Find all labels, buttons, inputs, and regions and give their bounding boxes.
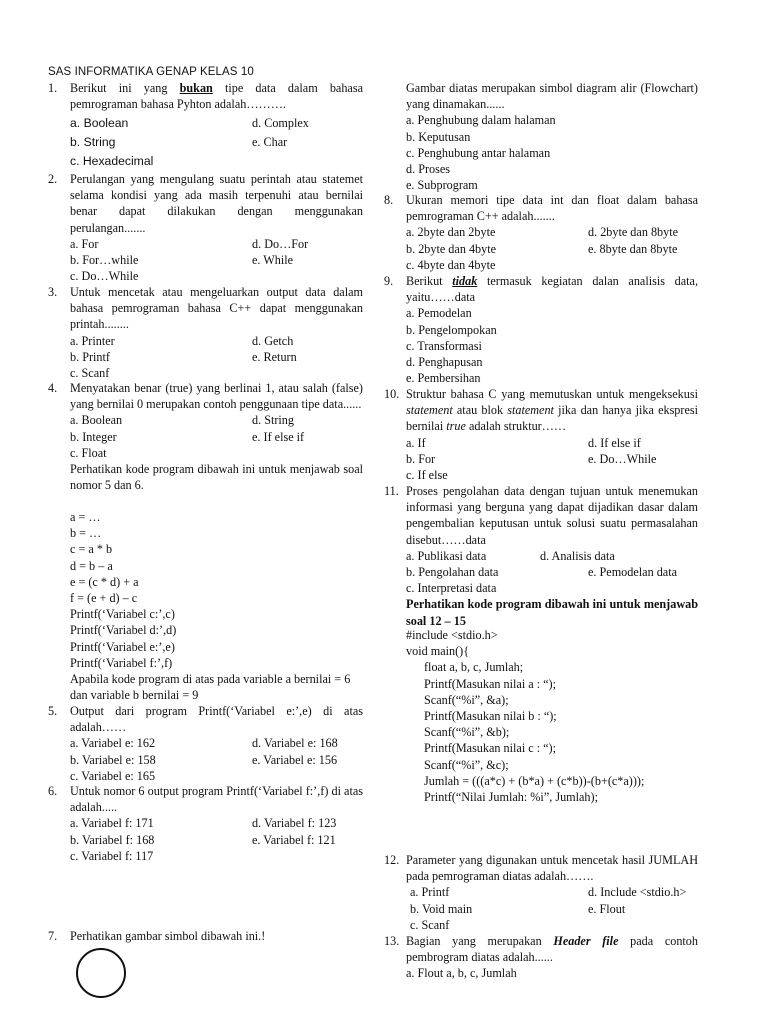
option-row: c. Penghubung antar halaman xyxy=(406,145,551,160)
option-row: a. Variabel e: 162 d. Variabel e: 168 xyxy=(70,736,338,751)
option-row: b. Printf e. Return xyxy=(70,349,297,364)
question-7: 7. Perhatikan gambar simbol dibawah ini.! xyxy=(48,929,266,943)
option-row: a. Boolean d. Complex xyxy=(70,116,309,131)
question-10: 10. Struktur bahasa C yang memutuskan untuk mengeksekusi statement atau blok statement jika dan hanya jika ekspresi bernilai true adalah struktur…… a. If d. If else if b. For e. Do…While c. If else xyxy=(384,387,699,482)
option-row: a. 2byte dan 2byte d. 2byte dan 8byte xyxy=(406,225,679,240)
option-row: a. Printer d. Getch xyxy=(70,333,294,348)
document-title: SAS INFORMATIKA GENAP KELAS 10 xyxy=(48,66,254,78)
option-row: c. Transformasi xyxy=(406,338,482,353)
question-13: 13. Bagian yang merupakan Header file pada contoh pembrogram diatas adalah...... a. Flout a, b, c, Jumlah xyxy=(384,934,698,981)
question-5: 5. Output dari program Printf(‘Variabel e:’,e) di atas adalah…… a. Variabel e: 162 d. Variabel e: 168 b. Variabel e: 158 e. Variabel e: 156 c. Variabel e: 165 xyxy=(48,704,363,783)
question-2: 2. Perulangan yang mengulang suatu perintah atau statemet selama kondisi yang ada masih terpenuhi atau bernilai benar dapat dilakukan dengan menggunakan perulangan....... a. For d. Do…For b. For…while e. While c. Do…While xyxy=(48,172,363,284)
option-row: a. Variabel f: 171 d. Variabel f: 123 xyxy=(70,816,337,831)
question-8: 8. Ukuran memori tipe data int dan float dalam bahasa pemrograman C++ adalah....... a. 2byte dan 2byte d. 2byte dan 8byte b. 2byte dan 4byte e. 8byte dan 8byte c. 4byte dan 4byte xyxy=(384,193,698,272)
question-11: 11. Proses pengolahan data dengan tujuan untuk menemukan informasi yang berguna yang dapat dijadikan dasar dalam pengembalian keputusan untuk solusi suatu permasalahan disebut……data a. Publikasi data d. Analisis data b. Pengolahan data e. Pemodelan data c. Interpretasi data Perhatikan kode program dibawah ini untuk menjawab soal 12 – 15 xyxy=(384,484,698,628)
intro-5-6: Perhatikan kode program dibawah ini untuk menjawab soal nomor 5 dan 6. xyxy=(70,461,363,493)
flowchart-connector-circle-icon xyxy=(76,948,126,998)
option-row: a. If d. If else if xyxy=(406,435,641,450)
option-row: a. Penghubung dalam halaman xyxy=(406,113,556,128)
option-row: b. 2byte dan 4byte e. 8byte dan 8byte xyxy=(406,241,678,256)
option-row: b. For…while e. While xyxy=(70,253,294,267)
intro-12-15: Perhatikan kode program dibawah ini untuk menjawab soal 12 – 15 xyxy=(406,597,698,628)
option-row: c. Hexadecimal xyxy=(70,154,154,169)
option-row: e. Pembersihan xyxy=(406,371,481,386)
question-3: 3. Untuk mencetak atau mengeluarkan output data dalam bahasa pemrograman bahasa C++ dapat menggunakan printah........ a. Printer d. Getch b. Printf e. Return c. Scanf xyxy=(48,285,363,380)
option-row: c. Do…While xyxy=(70,269,139,284)
option-row: d. Penghapusan xyxy=(406,354,483,369)
option-row: d. Proses xyxy=(406,161,451,176)
keyword-bukan: bukan xyxy=(179,81,213,95)
question-1: 1. Berikut ini yang bukan tipe data dalam bahasa pemrograman bahasa Pyhton adalah………. a. Boolean d. Complex b. String e. Char c. Hexadecimal xyxy=(48,80,363,171)
question-7-continued: Gambar diatas merupakan simbol diagram alir (Flowchart) yang dinamakan...... a. Penghubung dalam halaman b. Keputusan c. Penghubung antar halaman d. Proses e. Subprogram xyxy=(406,81,698,193)
option-row: c. Variabel f: 117 xyxy=(70,848,154,863)
keyword-tidak: tidak xyxy=(452,274,478,288)
option-row: b. Void main e. Flout xyxy=(410,901,626,916)
option-row: b. Integer e. If else if xyxy=(70,429,305,444)
option-row: a. Boolean d. String xyxy=(70,413,294,428)
code-note: Apabila kode program di atas pada variable a bernilai = 6 dan variable b bernilai = 9 xyxy=(70,672,351,703)
option-row: c. Interpretasi data xyxy=(406,581,497,596)
option-row: b. Pengelompokan xyxy=(406,322,497,337)
option-row: a. Printf d. Include <stdio.h> xyxy=(410,885,687,900)
option-row: b. Keputusan xyxy=(406,129,471,144)
keyword-header-file: Header file xyxy=(553,934,619,948)
code-block-1: a = … b = … c = a * b d = b – a e = (c * d) + a f = (e + d) – c Printf(‘Variabel c:’,c) Printf(‘Variabel d:’,d) Printf(‘Variabel e:’,e) Printf(‘Variabel f:’,f) Apabila kode program di atas pada variable a bernilai = 6 dan variable b bernilai = 9 xyxy=(48,509,363,703)
option-row: b. String e. Char xyxy=(70,135,288,150)
option-row: e. Subprogram xyxy=(406,178,478,193)
question-12: 12. Parameter yang digunakan untuk mencetak hasil JUMLAH pada pemrograman diatas adalah……. a. Printf d. Include <stdio.h> b. Void main e. Flout c. Scanf xyxy=(384,853,698,932)
option-row: c. Scanf xyxy=(70,365,110,380)
option-row: a. Pemodelan xyxy=(406,306,472,321)
option-row: a. Flout a, b, c, Jumlah xyxy=(406,966,517,981)
option-row: c. Float xyxy=(70,445,107,460)
option-row: b. Variabel e: 158 e. Variabel e: 156 xyxy=(70,752,338,767)
option-row: c. If else xyxy=(406,467,448,482)
option-row: b. Pengolahan data e. Pemodelan data xyxy=(406,565,678,579)
option-row: a. For d. Do…For xyxy=(70,236,309,251)
question-9: 9. Berikut tidak termasuk kegiatan dalan analisis data, yaitu……data a. Pemodelan b. Pengelompokan c. Transformasi d. Penghapusan e. Pembersihan xyxy=(384,274,698,386)
option-row: c. Scanf xyxy=(410,917,450,932)
option-row: b. Variabel f: 168 e. Variabel f: 121 xyxy=(70,832,336,847)
code-block-2: #include <stdio.h> void main(){ float a, b, c, Jumlah; Printf(Masukan nilai a : “); Scanf(“%i”, &a); Printf(Masukan nilai b : “); Scanf(“%i”, &b); Printf(Masukan nilai c : “); Scanf(“%i”, &c); Jumlah = (((a*c) + (b*a) + (c*b))-(b+(c*a))); Printf(“Nilai Jumlah: %i”, Jumlah); xyxy=(406,628,645,805)
option-row: b. For e. Do…While xyxy=(406,451,657,466)
option-row: c. Variabel e: 165 xyxy=(70,768,156,783)
option-row: a. Publikasi data d. Analisis data xyxy=(406,548,615,563)
option-row: c. 4byte dan 4byte xyxy=(406,257,496,272)
question-4: 4. Menyatakan benar (true) yang berlinai 1, atau salah (false) yang bernilai 0 merupakan contoh penggunaan tipe data...... a. Boolean d. String b. Integer e. If else if c. Float Perhatikan kode program dibawah ini untuk menjawab soal nomor 5 dan 6. xyxy=(48,381,363,493)
question-6: 6. Untuk nomor 6 output program Printf(‘Variabel f:’,f) di atas adalah..... a. Variabel f: 171 d. Variabel f: 123 b. Variabel f: 168 e. Variabel f: 121 c. Variabel f: 117 xyxy=(48,784,363,863)
